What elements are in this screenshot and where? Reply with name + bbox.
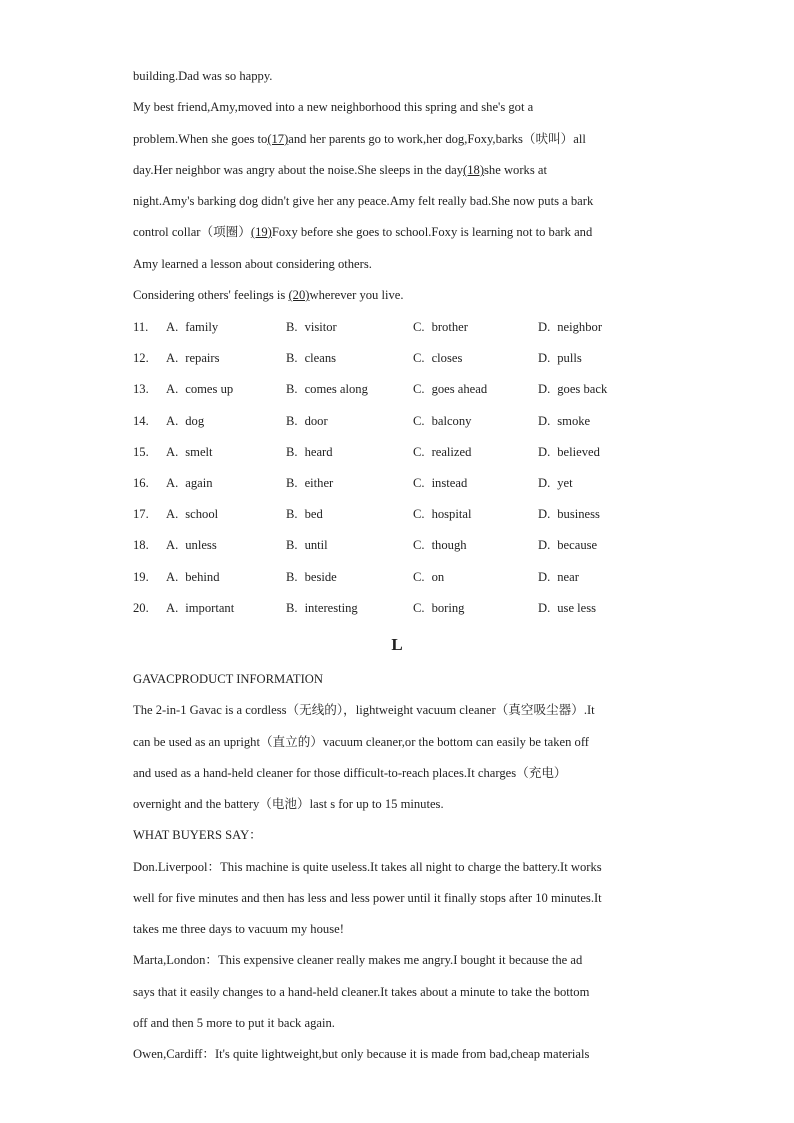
question-row	[133, 444, 673, 460]
question-number: 16.	[133, 476, 149, 490]
option-letter: C.	[413, 507, 425, 521]
option-d[interactable]	[538, 319, 602, 335]
option-c[interactable]	[413, 381, 487, 397]
option-b[interactable]	[286, 381, 368, 397]
option-text: realized	[431, 445, 472, 459]
review-line: off and then 5 more to put it back again.	[133, 1016, 335, 1030]
option-letter: A.	[166, 382, 179, 396]
option-letter: A.	[166, 570, 179, 584]
option-text: goes back	[557, 382, 608, 396]
option-letter: C.	[413, 351, 425, 365]
option-letter: A.	[166, 601, 179, 615]
option-text: repairs	[185, 351, 220, 365]
option-a[interactable]	[166, 600, 234, 616]
option-letter: C.	[413, 320, 425, 334]
text: Foxy before she goes to school.Foxy is learning not to bark and	[271, 225, 593, 239]
question-number: 14.	[133, 414, 149, 428]
option-text: closes	[431, 351, 463, 365]
option-letter: C.	[413, 538, 425, 552]
option-c[interactable]	[413, 506, 471, 522]
option-text: beside	[304, 570, 337, 584]
question-row	[133, 537, 673, 553]
buyers-title: WHAT BUYERS SAY：	[133, 828, 262, 842]
option-text: boring	[431, 601, 465, 615]
option-letter: C.	[413, 476, 425, 490]
text: Amy learned a lesson about considering others.	[133, 257, 372, 271]
option-c[interactable]	[413, 319, 468, 335]
question-number: 20.	[133, 601, 149, 615]
question-number: 12.	[133, 351, 149, 365]
review-line: well for five minutes and then has less and less power until it finally stops after 10 minutes.It	[133, 891, 602, 905]
option-letter: B.	[286, 570, 298, 584]
option-text: heard	[304, 445, 333, 459]
option-d[interactable]	[538, 413, 590, 429]
option-letter: A.	[166, 476, 179, 490]
option-b[interactable]	[286, 413, 328, 429]
option-letter: D.	[538, 538, 551, 552]
option-letter: B.	[286, 507, 298, 521]
option-a[interactable]	[166, 319, 218, 335]
option-text: important	[185, 601, 235, 615]
option-letter: B.	[286, 476, 298, 490]
option-letter: A.	[166, 320, 179, 334]
option-d[interactable]	[538, 506, 600, 522]
option-letter: D.	[538, 476, 551, 490]
option-letter: D.	[538, 507, 551, 521]
option-c[interactable]	[413, 537, 467, 553]
option-text: unless	[185, 538, 217, 552]
option-text: though	[431, 538, 467, 552]
product-line: and used as a hand-held cleaner for those difficult-to-reach places.It charges（充电）	[133, 766, 567, 780]
question-number: 19.	[133, 570, 149, 584]
option-a[interactable]	[166, 350, 220, 366]
review-line: says that it easily changes to a hand-held cleaner.It takes about a minute to take the bottom	[133, 985, 590, 999]
text: control collar（项圈）	[133, 225, 251, 239]
option-a[interactable]	[166, 444, 213, 460]
blank-17: (17)	[267, 132, 289, 146]
option-letter: C.	[413, 414, 425, 428]
option-letter: A.	[166, 445, 179, 459]
option-text: dog	[185, 414, 205, 428]
option-text: balcony	[431, 414, 472, 428]
question-number: 11.	[133, 320, 149, 334]
option-d[interactable]	[538, 569, 579, 585]
question-row	[133, 350, 673, 366]
option-a[interactable]	[166, 413, 204, 429]
option-letter: C.	[413, 601, 425, 615]
option-d[interactable]	[538, 381, 607, 397]
option-letter: D.	[538, 445, 551, 459]
option-a[interactable]	[166, 537, 217, 553]
option-text: goes ahead	[431, 382, 488, 396]
passage-line	[133, 99, 673, 115]
text: and her parents go to work,her dog,Foxy,barks（吠叫）all	[288, 132, 586, 146]
option-c[interactable]	[413, 350, 462, 366]
text: she works at	[484, 163, 547, 177]
option-b[interactable]	[286, 600, 358, 616]
question-row	[133, 319, 673, 335]
option-text: smoke	[557, 414, 591, 428]
option-d[interactable]	[538, 444, 600, 460]
option-text: visitor	[304, 320, 337, 334]
product-line: The 2-in-1 Gavac is a cordless（无线的），lightweight vacuum cleaner（真空吸尘器）.It	[133, 703, 595, 717]
option-letter: C.	[413, 570, 425, 584]
option-text: either	[304, 476, 334, 490]
review-line: Don.Liverpool：This machine is quite useless.It takes all night to charge the battery.It works	[133, 860, 602, 874]
question-row	[133, 413, 673, 429]
option-letter: B.	[286, 538, 298, 552]
option-text: instead	[431, 476, 468, 490]
text: building.Dad was so happy.	[133, 69, 273, 83]
option-c[interactable]	[413, 444, 471, 460]
option-letter: B.	[286, 320, 298, 334]
passage-line	[133, 224, 673, 240]
option-b[interactable]	[286, 350, 336, 366]
option-c[interactable]	[413, 600, 464, 616]
option-text: behind	[185, 570, 220, 584]
option-letter: D.	[538, 351, 551, 365]
option-letter: D.	[538, 570, 551, 584]
option-letter: A.	[166, 538, 179, 552]
text: Considering others' feelings is	[133, 288, 289, 302]
option-a[interactable]	[166, 569, 220, 585]
passage-line	[133, 131, 673, 147]
blank-18: (18)	[463, 163, 485, 177]
option-b[interactable]	[286, 319, 337, 335]
option-b[interactable]	[286, 444, 333, 460]
option-text: yet	[557, 476, 573, 490]
product-line: overnight and the battery（电池）last s for up to 15 minutes.	[133, 797, 444, 811]
option-letter: A.	[166, 414, 179, 428]
option-text: interesting	[304, 601, 358, 615]
passage-line	[133, 68, 673, 84]
option-text: comes along	[304, 382, 368, 396]
option-letter: D.	[538, 601, 551, 615]
product-line: can be used as an upright（直立的）vacuum cleaner,or the bottom can easily be taken off	[133, 735, 589, 749]
passage-line	[133, 256, 673, 272]
question-row	[133, 381, 673, 397]
question-row	[133, 569, 673, 585]
option-d[interactable]	[538, 600, 596, 616]
text: day.Her neighbor was angry about the noise.She sleeps in the day	[133, 163, 464, 177]
text: problem.When she goes to	[133, 132, 268, 146]
option-a[interactable]	[166, 475, 213, 491]
question-number: 13.	[133, 382, 149, 396]
option-letter: B.	[286, 445, 298, 459]
review-line: Owen,Cardiff：It's quite lightweight,but only because it is made from bad,cheap materials	[133, 1047, 590, 1061]
option-text: bed	[304, 507, 323, 521]
passage-line	[133, 193, 673, 209]
option-letter: D.	[538, 414, 551, 428]
option-text: family	[185, 320, 219, 334]
option-text: neighbor	[557, 320, 603, 334]
option-a[interactable]	[166, 506, 218, 522]
option-text: door	[304, 414, 328, 428]
option-letter: C.	[413, 382, 425, 396]
option-b[interactable]	[286, 506, 323, 522]
option-text: pulls	[557, 351, 582, 365]
option-text: hospital	[431, 507, 472, 521]
option-text: use less	[557, 601, 597, 615]
option-letter: D.	[538, 320, 551, 334]
text: night.Amy's barking dog didn't give her any peace.Amy felt really bad.She now puts a bark	[133, 194, 594, 208]
option-letter: B.	[286, 414, 298, 428]
option-d[interactable]	[538, 475, 573, 491]
blank-20: (20)	[288, 288, 310, 302]
question-number: 15.	[133, 445, 149, 459]
option-text: business	[557, 507, 600, 521]
option-c[interactable]	[413, 475, 467, 491]
option-text: near	[557, 570, 579, 584]
option-b[interactable]	[286, 475, 333, 491]
option-d[interactable]	[538, 350, 582, 366]
option-text: comes up	[185, 382, 234, 396]
passage-line	[133, 162, 673, 178]
section-heading: L	[391, 635, 403, 654]
option-c[interactable]	[413, 569, 444, 585]
option-letter: C.	[413, 445, 425, 459]
option-b[interactable]	[286, 537, 328, 553]
option-text: believed	[557, 445, 600, 459]
option-text: because	[557, 538, 598, 552]
passage-line	[133, 287, 673, 303]
review-line: Marta,London：This expensive cleaner really makes me angry.I bought it because the ad	[133, 953, 583, 967]
option-text: again	[185, 476, 213, 490]
option-letter: B.	[286, 601, 298, 615]
option-letter: A.	[166, 507, 179, 521]
option-d[interactable]	[538, 537, 597, 553]
option-text: until	[304, 538, 328, 552]
option-text: school	[185, 507, 219, 521]
option-letter: A.	[166, 351, 179, 365]
option-letter: B.	[286, 351, 298, 365]
text: My best friend,Amy,moved into a new neighborhood this spring and she's got a	[133, 100, 534, 114]
question-row	[133, 506, 673, 522]
option-text: smelt	[185, 445, 213, 459]
question-row	[133, 600, 673, 616]
option-letter: D.	[538, 382, 551, 396]
question-row	[133, 475, 673, 491]
option-text: brother	[431, 320, 468, 334]
product-title: GAVACPRODUCT INFORMATION	[133, 672, 323, 686]
option-letter: B.	[286, 382, 298, 396]
question-number: 17.	[133, 507, 149, 521]
option-text: cleans	[304, 351, 337, 365]
review-line: takes me three days to vacuum my house!	[133, 922, 344, 936]
text: wherever you live.	[309, 288, 404, 302]
blank-19: (19)	[250, 225, 272, 239]
question-number: 18.	[133, 538, 149, 552]
option-a[interactable]	[166, 381, 233, 397]
option-text: on	[431, 570, 445, 584]
option-b[interactable]	[286, 569, 337, 585]
option-c[interactable]	[413, 413, 471, 429]
